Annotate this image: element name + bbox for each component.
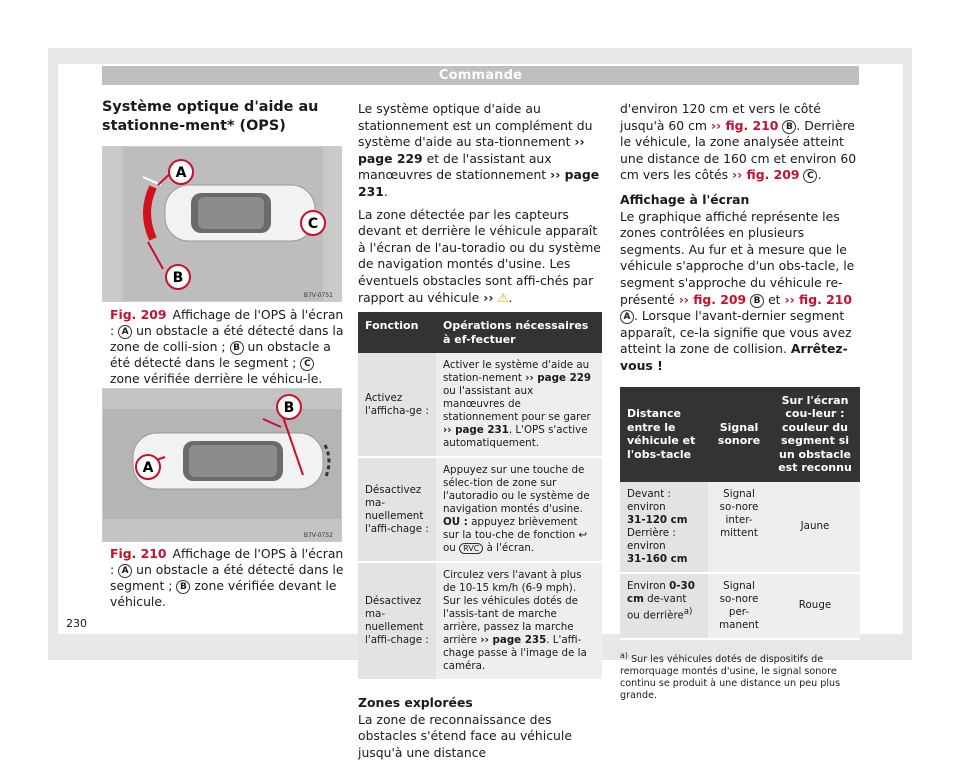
text: . [817,167,822,183]
table-header: Signal sonore [708,387,770,482]
figure-number: Fig. 209 [110,307,167,322]
caption-text: Affichage de l'OPS à l'écran : [110,546,344,577]
middle-column [358,101,602,768]
figure-code: B7V-0752 [303,532,333,539]
text: appuyez brièvement sur la tou-che de fonction [443,516,578,542]
text: La zone détectée par les capteurs devant et derrière le véhicule apparaît à l'écran de l'au-toradio ou du système de navigation montés d'usine. Les éventuels obstacles sont affi-chés par rapport au véhicule [358,206,601,305]
footnote-mark: a) [620,650,629,660]
figure-link[interactable]: ›› fig. 210 [710,117,779,133]
text: Appuyez sur une touche de sélec-tion de zone sur l'autoradio ou le système de navigation montés d'usine. [443,464,590,516]
page-link[interactable]: ›› page 231 [443,424,509,437]
badge-a: A [620,310,634,324]
warning-icon: ⚠ [497,289,509,305]
table-cell [620,482,708,573]
intro-paragraph [358,101,602,201]
table-cell: Jaune [770,482,860,573]
caption-text: un obstacle a été détecté dans le segment ; [110,339,331,370]
figure-209-caption [110,307,346,387]
figure-code: B7V-0751 [303,292,333,299]
table-cell [436,353,602,457]
text: Le système optique d'aide au stationnement est un complément du système d'aide au sta-tionnement [358,101,593,150]
function-table [358,312,602,681]
section-title: Système optique d'aide au stationne-ment* (OPS) [102,99,319,134]
table-row [620,482,860,573]
page-link[interactable]: ›› page 231 [358,167,600,199]
badge-b: B [230,341,244,355]
figure-210-caption [110,546,346,610]
text: 31-160 cm [627,552,688,565]
table-header: Fonction [358,312,436,353]
text: Devant : environ [627,487,671,513]
rvc-key-icon: RVC [459,543,483,554]
badge-b: B [782,120,796,134]
text: Derrière : environ [627,526,676,552]
caption-text: un obstacle a été détecté dans la zone de colli-sion ; [110,323,344,354]
table-cell: Signal so-nore inter-mittent [708,482,770,573]
badge-b: B [750,294,764,308]
back-arrow-icon: ↩ ou [443,529,588,555]
label-a: A [175,165,187,181]
text: Circulez vers l'avant à plus de 10-15 km/h (6-9 mph). Sur les véhicules dotés de l'assis-tant de marche arrière, passez la marche arrière [443,569,582,647]
text: ou l'assistant aux manœuvres de stationnement pour se garer [443,385,591,424]
text: Le graphique affiché représente les zones contrôlées en plusieurs segments. Au fur et à mesure que le véhicule s'approche d'un obs-tacle, le segment s'approche du véhicule re-présenté [620,208,855,307]
table-row [358,353,602,457]
text: . Lorsque l'avant-dernier segment apparaît, ce-la signifie que vous avez atteint la zone de collision. [620,308,852,357]
text: OU : [443,516,468,529]
figure-209 [102,146,342,302]
page-number: 230 [66,617,87,630]
caption-text: zone vérifiée devant le véhicule. [110,578,337,609]
figure-link[interactable]: ›› fig. 210 [784,291,852,307]
text: et [768,291,781,307]
text: à l'écran. [486,542,535,555]
table-cell: Désactivez ma-nuellement l'affi-chage : [358,562,436,680]
zones-paragraph-cont [620,101,860,184]
table-cell: Activez l'afficha-ge : [358,353,436,457]
text: . [383,183,388,199]
footnote-text: Sur les véhicules dotés de dispositifs de remorquage montés d'usine, le signal sonore continu se produit à une distance un peu plus grande. [620,653,841,701]
badge-a: A [118,564,132,578]
caption-text: zone vérifiée derrière le véhicu-le. [110,371,323,386]
table-row [358,457,602,562]
table-header: Opérations nécessaires à ef-fectuer [436,312,602,353]
text: . L'OPS s'active automatiquement. [443,424,588,450]
caption-text: Affichage de l'OPS à l'écran : [110,307,344,338]
figure-number: Fig. 210 [110,546,167,561]
badge-a: A [118,325,132,339]
table-header: Sur l'écran cou-leur : couleur du segment si un obstacle est reconnu [770,387,860,482]
badge-c: C [300,357,314,371]
right-column [620,101,860,702]
caption-text: un obstacle a été détecté dans le segment ; [110,562,344,593]
table-cell: Désactivez ma-nuellement l'affi-chage : [358,457,436,562]
left-column [102,98,347,136]
text: . Derrière le véhicule, la zone analysée atteint une distance de 160 cm et environ 60 cm vers les côtés [620,117,857,183]
page-link[interactable]: ›› page 229 [358,134,585,166]
label-b: B [172,270,184,286]
text: Arrêtez-vous ! [620,341,848,373]
table-row [620,573,860,639]
page-link[interactable]: ›› page 235 [480,634,547,647]
zones-paragraph: La zone de reconnaissance des obstacles s'étend face au véhicule jusqu'à une distance [358,711,572,760]
table-header: Distance entre le véhicule et l'obs-tacle [620,387,708,482]
table-cell: Signal so-nore per-manent [708,573,770,639]
text: Activer le système d'aide au station-nement [443,359,590,385]
warning-link[interactable]: ›› [483,289,494,305]
text: Environ [627,579,666,592]
text: et de l'assistant aux manœuvres de stationnement [358,150,552,183]
page-link[interactable]: ›› page 229 [525,372,592,385]
figure-210 [102,388,342,542]
table-cell [620,573,708,639]
table-row [358,562,602,680]
display-paragraph [620,209,860,375]
footnote [620,650,860,702]
label-a: A [142,460,154,476]
text: 0-30 cm [627,579,695,605]
text: d'environ 120 cm et vers le côté jusqu'à 60 cm [620,101,821,133]
parking-front-view-image [103,389,341,541]
label-c: C [307,216,319,232]
figure-link[interactable]: ›› fig. 209 [678,291,747,307]
label-b: B [283,400,295,416]
parking-top-view-image [103,147,341,301]
signal-table [620,387,860,640]
zones-title: Zones explorées [358,695,473,711]
footnote-ref: a) [683,606,693,617]
text: de-vant ou derrière [627,592,687,621]
figure-link[interactable]: ›› fig. 209 [732,167,800,183]
text: . L'affi-chage passe à l'image de la caméra. [443,634,587,673]
display-paragraph: La zone détectée par les capteurs devant et derrière le véhicule apparaît à l'écran de l'au-toradio ou du système de navigation montés d'usine. Les éventuels obstacles sont affi-chés par rapport au véhicule ›› ⚠. [358,206,601,305]
badge-c: C [803,169,817,183]
display-title: Affichage à l'écran [620,191,750,207]
table-cell: Rouge [770,573,860,639]
table-cell [436,562,602,680]
text: 31-120 cm [627,513,688,526]
page-header: Commande [102,66,859,85]
table-cell [436,457,602,562]
badge-b: B [176,580,190,594]
